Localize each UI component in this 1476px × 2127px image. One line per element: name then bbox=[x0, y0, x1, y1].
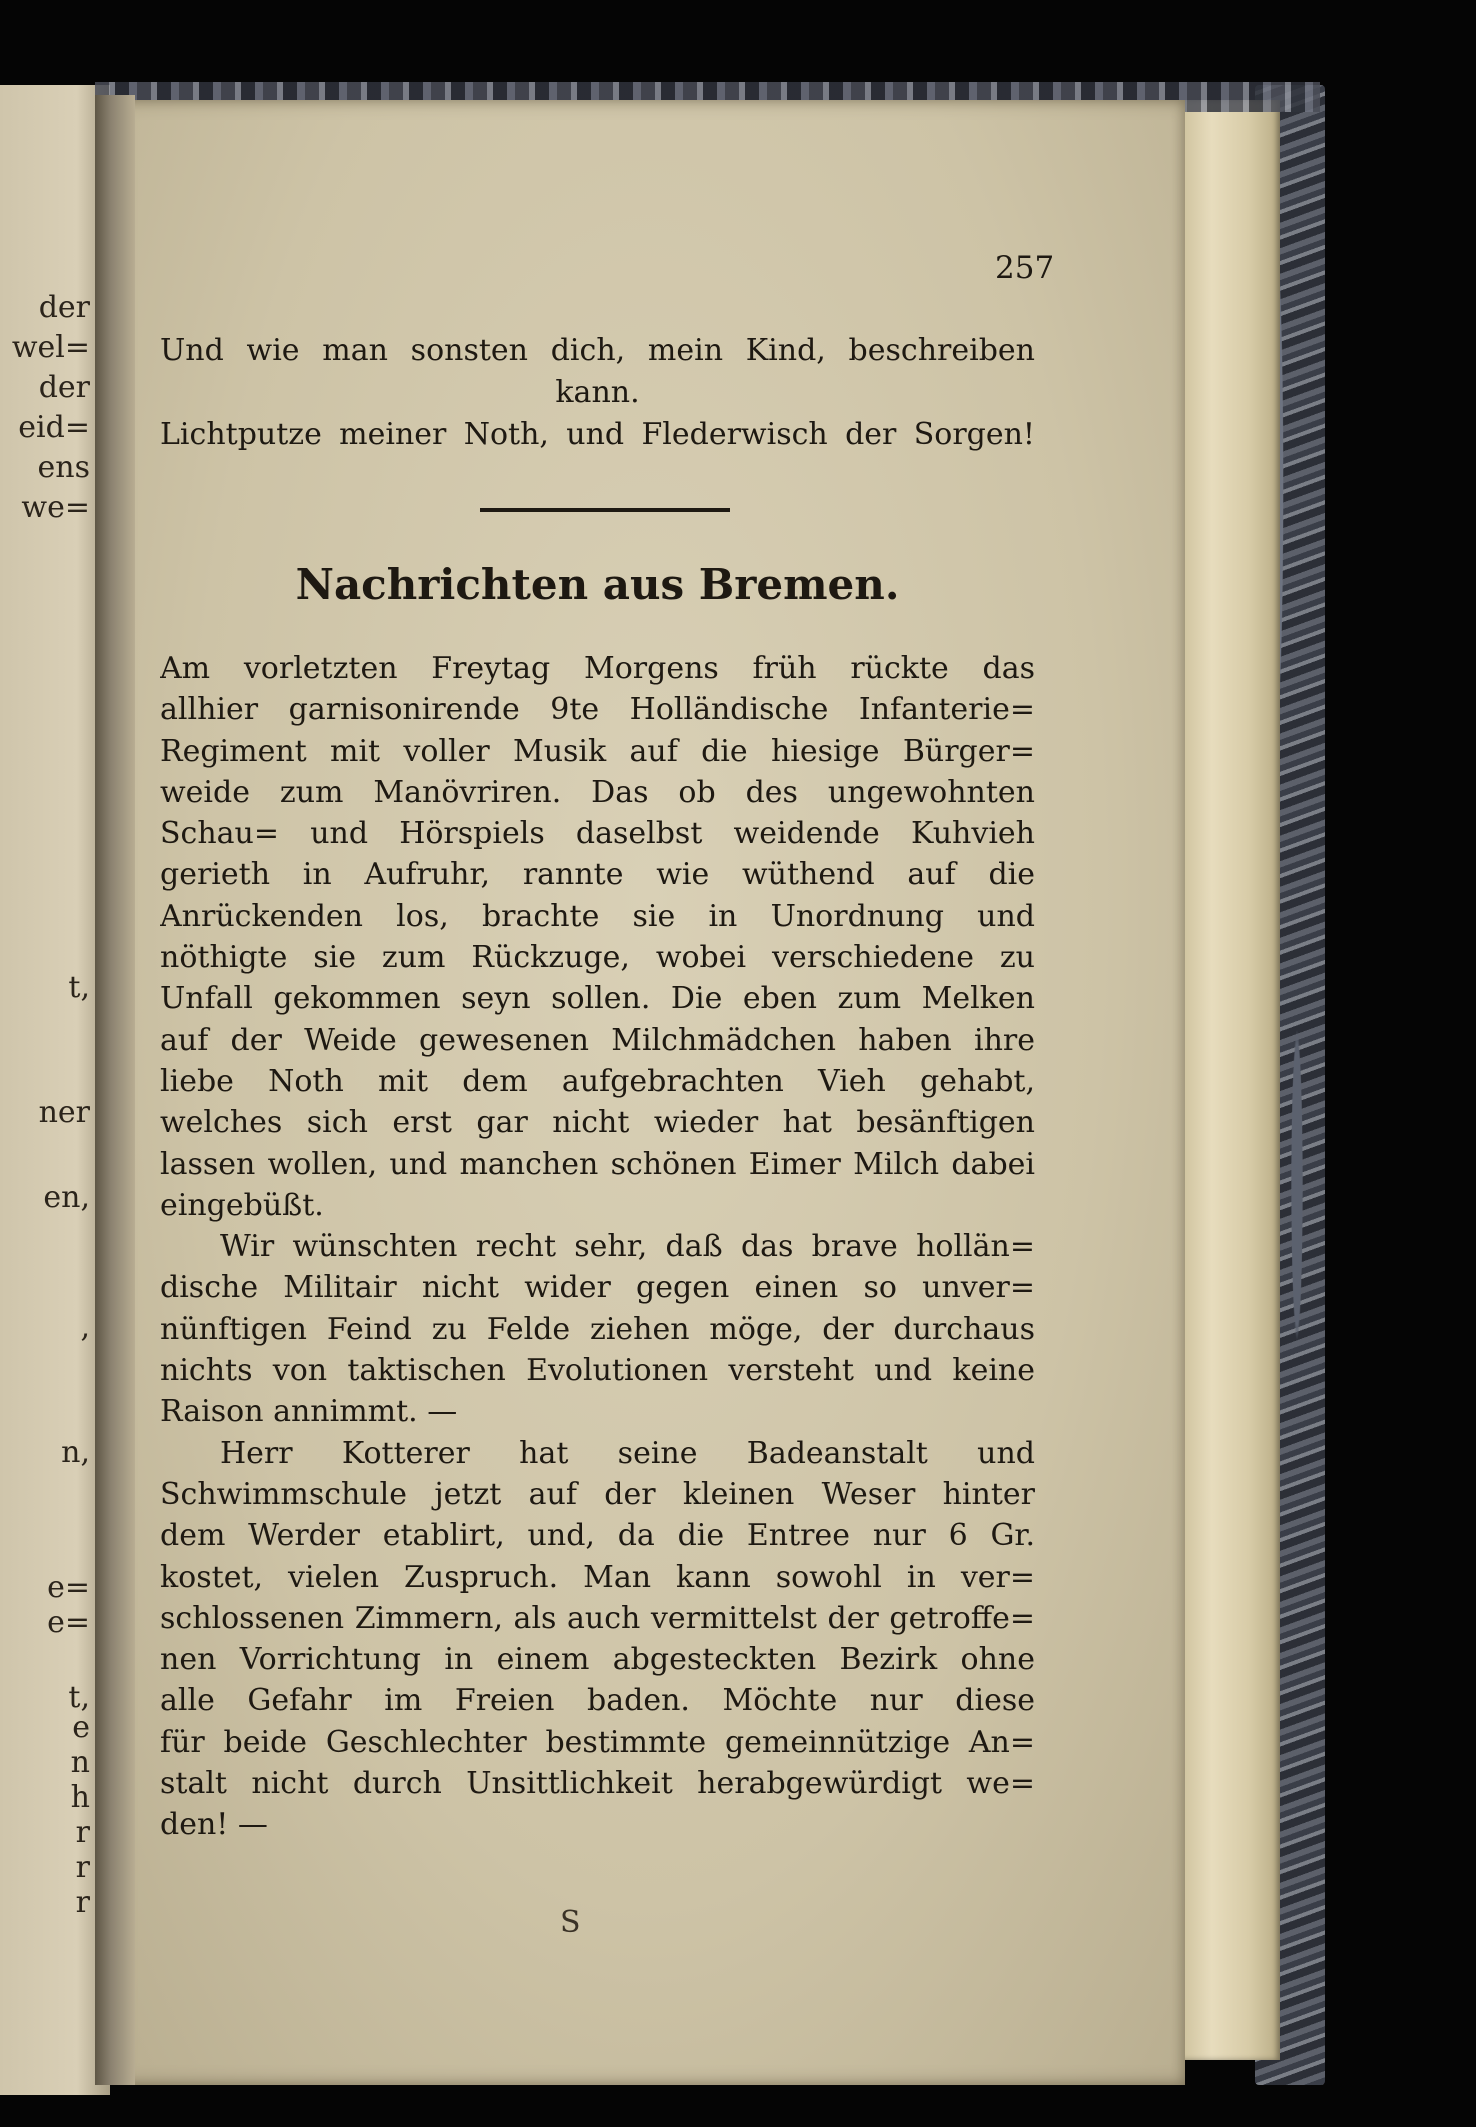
text-line: schlossenen Zimmern, als auch vermittelst der getroffe= bbox=[160, 1600, 1035, 1636]
page-stack-edge bbox=[1175, 100, 1280, 2060]
text-line: Am vorletzten Freytag Morgens früh rückte das bbox=[160, 651, 1035, 686]
text-line: dische Militair nicht wider gegen einen so unver= bbox=[160, 1270, 1035, 1306]
verse-line: Lichtputze meiner Noth, und Flederwisch der Sorgen! bbox=[160, 417, 1035, 452]
left-fragment: r bbox=[75, 1815, 90, 1850]
text-line: den! — bbox=[160, 1807, 268, 1843]
text-line: allhier garnisonirende 9te Holländische Infanterie= bbox=[160, 692, 1035, 728]
text-line: Raison annimmt. — bbox=[160, 1394, 458, 1430]
text-line: nichts von taktischen Evolutionen versteht und keine bbox=[160, 1353, 1035, 1389]
left-fragment: eid= bbox=[18, 410, 90, 445]
left-fragment: ens bbox=[37, 450, 90, 485]
text-line: Regiment mit voller Musik auf die hiesige Bürger= bbox=[160, 733, 1035, 769]
left-fragment: e= bbox=[47, 1605, 90, 1640]
text-line: nöthigte sie zum Rückzuge, wobei verschiedene zu bbox=[160, 940, 1035, 976]
signature-mark: S bbox=[560, 1905, 581, 1940]
text-line: welches sich erst gar nicht wieder hat besänftigen bbox=[160, 1105, 1035, 1141]
left-fragment: wel= bbox=[11, 330, 90, 365]
text-line: Schwimmschule jetzt auf der kleinen Weser hinter bbox=[160, 1476, 1035, 1512]
left-fragment: e= bbox=[47, 1570, 90, 1605]
text-line: kostet, vielen Zuspruch. Man kann sowohl in ver= bbox=[160, 1559, 1035, 1595]
text-line: eingebüßt. bbox=[160, 1187, 324, 1223]
paragraph-3 bbox=[160, 1433, 1035, 1846]
left-fragment: en, bbox=[43, 1180, 90, 1215]
text-line: Schau= und Hörspiels daselbst weidende Kuhvieh bbox=[160, 816, 1035, 852]
left-fragment: n, bbox=[61, 1435, 90, 1470]
left-page-text-fragments bbox=[0, 85, 100, 2095]
text-line: auf der Weide gewesenen Milchmädchen haben ihre bbox=[160, 1022, 1035, 1058]
verse-block bbox=[160, 330, 1035, 456]
text-line: Anrückenden los, brachte sie in Unordnung und bbox=[160, 898, 1035, 934]
verse-line: Und wie man sonsten dich, mein Kind, beschreiben bbox=[160, 333, 1035, 368]
left-fragment: t, bbox=[68, 1680, 90, 1715]
page-number: 257 bbox=[995, 250, 1055, 286]
text-line: gerieth in Aufruhr, rannte wie wüthend auf die bbox=[160, 857, 1035, 893]
left-fragment: e bbox=[72, 1710, 90, 1745]
text-line: für beide Geschlechter bestimmte gemeinnützige An= bbox=[160, 1724, 1035, 1760]
text-line: dem Werder etablirt, und, da die Entree nur 6 Gr. bbox=[160, 1518, 1035, 1554]
text-line: weide zum Manövriren. Das ob des ungewohnten bbox=[160, 774, 1035, 810]
text-line: liebe Noth mit dem aufgebrachten Vieh gehabt, bbox=[160, 1063, 1035, 1099]
left-fragment: t, bbox=[68, 970, 90, 1005]
left-fragment: h bbox=[70, 1780, 90, 1815]
left-fragment: ner bbox=[38, 1095, 90, 1130]
left-fragment: r bbox=[75, 1850, 90, 1885]
left-facing-page bbox=[0, 85, 110, 2095]
left-fragment: der bbox=[38, 370, 90, 405]
paragraph-1 bbox=[160, 648, 1035, 1226]
article-body bbox=[160, 648, 1035, 1846]
text-line: nünftigen Feind zu Felde ziehen möge, der durchaus bbox=[160, 1311, 1035, 1347]
text-line: stalt nicht durch Unsittlichkeit herabgewürdigt we= bbox=[160, 1766, 1035, 1802]
section-heading: Nachrichten aus Bremen. bbox=[295, 560, 900, 609]
text-line: Wir wünschten recht sehr, daß das brave hollän= bbox=[220, 1229, 1035, 1265]
left-fragment: der bbox=[38, 290, 90, 325]
text-line: Herr Kotterer hat seine Badeanstalt und bbox=[220, 1435, 1035, 1471]
left-fragment: , bbox=[80, 1310, 90, 1345]
text-line: nen Vorrichtung in einem abgesteckten Bezirk ohne bbox=[160, 1642, 1035, 1678]
left-fragment: n bbox=[70, 1745, 90, 1780]
text-line: Unfall gekommen seyn sollen. Die eben zum Melken bbox=[160, 981, 1035, 1017]
left-fragment: we= bbox=[21, 490, 90, 525]
text-line: alle Gefahr im Freien baden. Möchte nur diese bbox=[160, 1683, 1035, 1719]
left-fragment: r bbox=[75, 1885, 90, 1920]
verse-line: kann. bbox=[555, 375, 640, 410]
book-gutter bbox=[95, 95, 135, 2085]
section-divider bbox=[480, 508, 730, 512]
text-line: lassen wollen, und manchen schönen Eimer Milch dabei bbox=[160, 1146, 1035, 1182]
paragraph-2 bbox=[160, 1226, 1035, 1432]
